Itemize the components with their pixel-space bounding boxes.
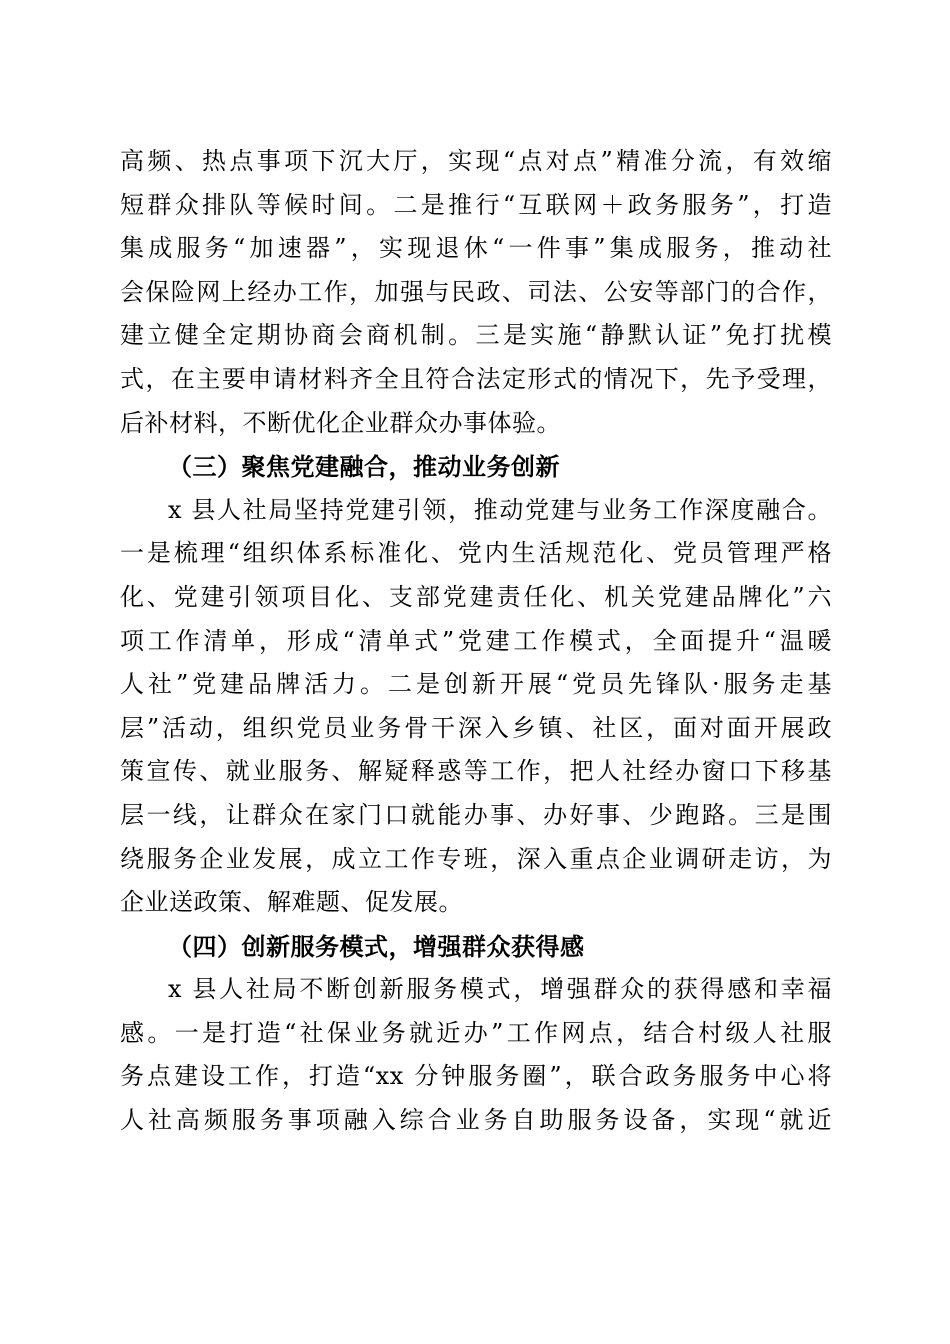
- document-body: [120, 140, 832, 1143]
- paragraph-first-line: x 县人社局坚持党建引领，推动党建与业务工作深度融合。: [168, 495, 832, 524]
- paragraph-line: 化、党建引领项目化、支部党建责任化、机关党建品牌化”六: [120, 582, 832, 611]
- paragraph-line: 层一线，让群众在家门口就能办事、办好事、少跑路。三是围: [120, 800, 832, 829]
- paragraph-line: 集成服务“加速器”，实现退休“一件事”集成服务，推动社: [120, 234, 832, 263]
- paragraph-line: 绕服务企业发展，成立工作专班，深入重点企业调研走访，为: [120, 844, 832, 873]
- paragraph-line: 后补材料，不断优化企业群众办事体验。: [120, 408, 561, 437]
- paragraph-line: 一是梳理“组织体系标准化、党内生活规范化、党员管理严格: [120, 539, 832, 568]
- paragraph-line: 建立健全定期协商会商机制。三是实施“静默认证”免打扰模: [120, 321, 832, 350]
- paragraph-line: 层”活动，组织党员业务骨干深入乡镇、社区，面对面开展政: [120, 713, 832, 742]
- paragraph-line: 会保险网上经办工作，加强与民政、司法、公安等部门的合作，: [120, 277, 832, 306]
- section-heading-4: （四）创新服务模式，增强群众获得感: [168, 931, 585, 961]
- paragraph-line: 企业送政策、解难题、促发展。: [120, 888, 463, 917]
- paragraph-line: 策宣传、就业服务、解疑释惑等工作，把人社经办窗口下移基: [120, 757, 832, 786]
- paragraph-line: 人社高频服务事项融入综合业务自助服务设备，实现“就近: [120, 1106, 832, 1135]
- paragraph-line: 项工作清单，形成“清单式”党建工作模式，全面提升“温暖: [120, 626, 832, 655]
- paragraph-line: 感。一是打造“社保业务就近办”工作网点，结合村级人社服: [120, 1018, 832, 1047]
- paragraph-line: 短群众排队等候时间。二是推行“互联网＋政务服务”，打造: [120, 190, 832, 219]
- paragraph-line: 高频、热点事项下沉大厅，实现“点对点”精准分流，有效缩: [120, 147, 832, 175]
- paragraph-line: 人社”党建品牌活力。二是创新开展“党员先锋队·服务走基: [120, 670, 832, 699]
- paragraph-first-line: x 县人社局不断创新服务模式，增强群众的获得感和幸福: [168, 975, 832, 1004]
- paragraph-line: 式，在主要申请材料齐全且符合法定形式的情况下，先予受理，: [120, 364, 832, 393]
- section-heading-3: （三）聚焦党建融合，推动业务创新: [168, 452, 560, 482]
- paragraph-line: 务点建设工作，打造“xx 分钟服务圈”，联合政务服务中心将: [120, 1062, 832, 1091]
